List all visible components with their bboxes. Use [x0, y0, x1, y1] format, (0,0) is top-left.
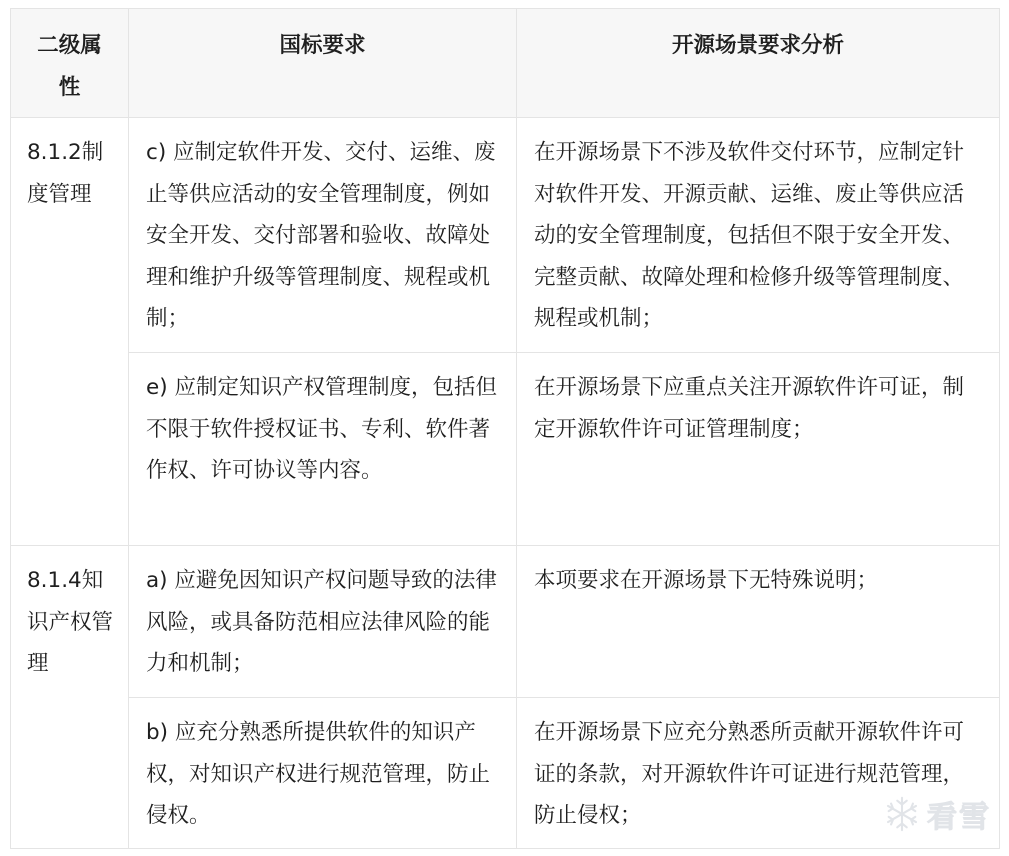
requirement-cell: b) 应充分熟悉所提供软件的知识产权，对知识产权进行规范管理，防止侵权。 — [129, 698, 517, 849]
requirement-cell: a) 应避免因知识产权问题导致的法律风险，或具备防范相应法律风险的能力和机制； — [129, 546, 517, 698]
header-national-standard-requirement: 国标要求 — [129, 9, 517, 118]
requirement-cell: e) 应制定知识产权管理制度，包括但不限于软件授权证书、专利、软件著作权、许可协议等内容。 — [129, 353, 517, 546]
table-row — [11, 118, 1000, 353]
attribute-cell: 8.1.2制度管理 — [11, 118, 129, 546]
table-header — [11, 9, 1000, 118]
analysis-cell: 在开源场景下应重点关注开源软件许可证，制定开源软件许可证管理制度； — [517, 353, 1000, 546]
table-row — [11, 698, 1000, 849]
requirements-table — [10, 8, 1000, 849]
requirement-cell: c) 应制定软件开发、交付、运维、废止等供应活动的安全管理制度，例如安全开发、交付部署和验收、故障处理和维护升级等管理制度、规程或机制； — [129, 118, 517, 353]
analysis-cell: 本项要求在开源场景下无特殊说明； — [517, 546, 1000, 698]
watermark-text: 看雪 — [927, 800, 991, 835]
analysis-cell: 在开源场景下应充分熟悉所贡献开源软件许可证的条款，对开源软件许可证进行规范管理，防止侵权； — [517, 698, 1000, 849]
attribute-cell: 8.1.4知识产权管理 — [11, 546, 129, 849]
watermark — [883, 792, 991, 836]
table-row — [11, 546, 1000, 698]
snowflake-logo-icon — [883, 795, 921, 833]
header-open-source-analysis: 开源场景要求分析 — [517, 9, 1000, 118]
table-body — [11, 118, 1000, 849]
table-row — [11, 353, 1000, 546]
header-secondary-attribute: 二级属性 — [11, 9, 129, 118]
header-row — [11, 9, 1000, 118]
analysis-cell: 在开源场景下不涉及软件交付环节，应制定针对软件开发、开源贡献、运维、废止等供应活动的安全管理制度，包括但不限于安全开发、完整贡献、故障处理和检修升级等管理制度、规程或机制； — [517, 118, 1000, 353]
